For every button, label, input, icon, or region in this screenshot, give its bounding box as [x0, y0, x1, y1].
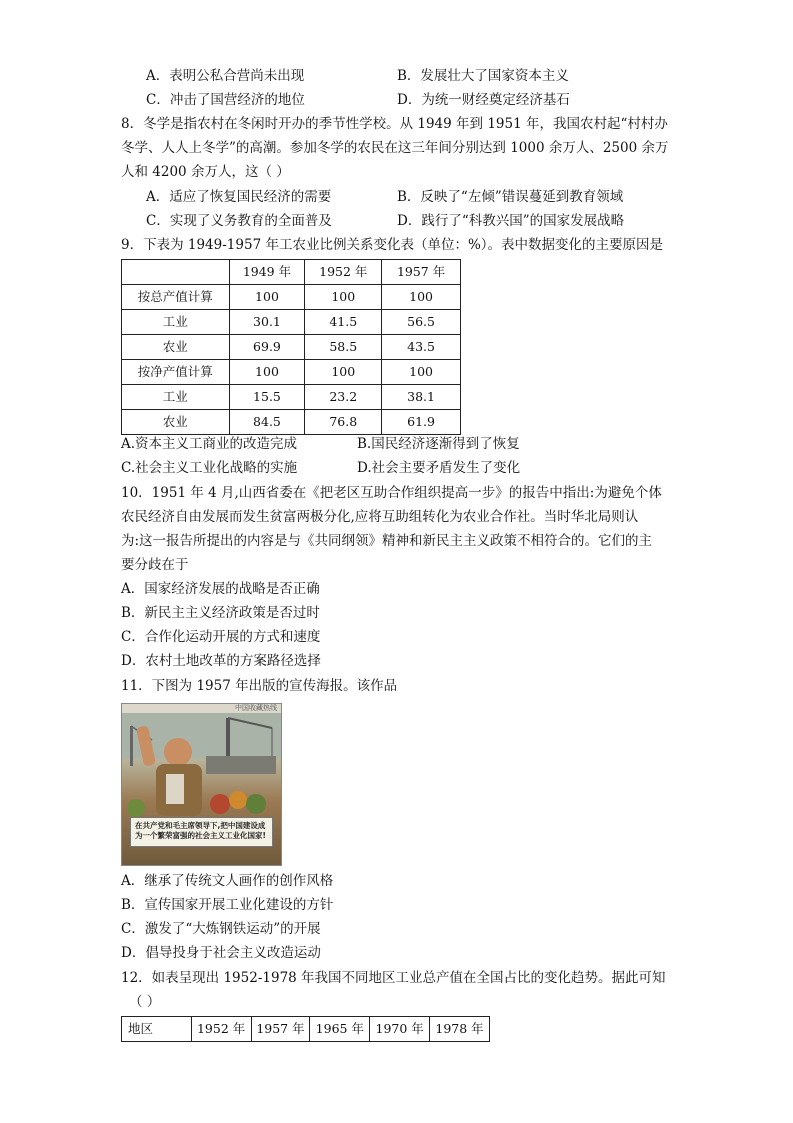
table-header-cell	[122, 260, 230, 285]
table-cell: 100	[305, 285, 382, 310]
table-header-cell: 1952 年	[191, 1017, 251, 1042]
row-label: 工业	[122, 385, 230, 410]
q9-option-a[interactable]: A.资本主义工商业的改造完成	[121, 436, 298, 452]
propaganda-poster-image	[121, 703, 282, 866]
row-label: 按净产值计算	[122, 360, 230, 385]
q8-option-d[interactable]: D．践行了“科教兴国”的国家发展战略	[397, 213, 625, 229]
q7-option-a[interactable]: A．表明公私合营尚未出现	[146, 68, 305, 84]
q9-option-d[interactable]: D.社会主要矛盾发生了变化	[357, 460, 521, 476]
q10-stem-line-4: 要分歧在于	[121, 557, 189, 573]
q10-stem-line-2: 农民经济自由发展而发生贫富两极分化,应将互助组转化为农业合作社。当时华北局则认	[121, 509, 639, 525]
table-cell: 15.5	[229, 385, 305, 410]
poster-slogan: 在共产党和毛主席领导下,把中国建设成为一个繁荣富强的社会主义工业化国家!	[130, 817, 273, 847]
q10-option-c[interactable]: C．合作化运动开展的方式和速度	[121, 629, 321, 645]
q8-stem-line-1: 8．冬学是指农村在冬闲时开办的季节性学校。从 1949 年到 1951 年，我国农村起“村村办	[121, 116, 668, 132]
q9-option-c[interactable]: C.社会主义工业化战略的实施	[121, 460, 298, 476]
row-label: 农业	[122, 335, 230, 360]
table-cell: 100	[229, 360, 305, 385]
q8-option-a[interactable]: A．适应了恢复国民经济的需要	[146, 189, 332, 205]
q7-option-b[interactable]: B．发展壮大了国家资本主义	[397, 68, 569, 84]
q8-option-b[interactable]: B．反映了“左倾”错误蔓延到教育领域	[397, 189, 624, 205]
q12-answer-blank: （ ）	[129, 994, 161, 1010]
table-cell: 30.1	[229, 310, 305, 335]
table-header-cell: 地区	[122, 1017, 192, 1042]
q10-stem-line-3: 为:这一报告所提出的内容是与《共同纲领》精神和新民主主义政策不相符合的。它们的主	[121, 533, 653, 549]
table-cell: 43.5	[382, 335, 461, 360]
table-cell: 56.5	[382, 310, 461, 335]
q12-stem-line-1: 12．如表呈现出 1952-1978 年我国不同地区工业总产值在全国占比的变化趋势。据此可知	[121, 970, 666, 986]
q10-option-d[interactable]: D．农村土地改革的方案路径选择	[121, 653, 321, 669]
row-label: 工业	[122, 310, 230, 335]
table-header-cell: 1957 年	[251, 1017, 310, 1042]
table-row	[122, 335, 461, 360]
table-row	[122, 410, 461, 435]
q9-stem: 9．下表为 1949-1957 年工农业比例关系变化表（单位：%）。表中数据变化的主要原因是	[121, 237, 664, 253]
poster-watermark: 中国收藏热线	[122, 704, 281, 713]
table-cell: 69.9	[229, 335, 305, 360]
table-header-cell: 1970 年	[370, 1017, 430, 1042]
q10-option-a[interactable]: A．国家经济发展的战略是否正确	[121, 581, 320, 597]
q12-data-table	[121, 1016, 490, 1042]
table-cell: 38.1	[382, 385, 461, 410]
table-header-cell: 1978 年	[430, 1017, 490, 1042]
q8-stem-line-2: 冬学、人人上冬学”的高潮。参加冬学的农民在这三年间分别达到 1000 余万人、2500 余万	[121, 140, 669, 156]
q11-option-b[interactable]: B．宣传国家开展工业化建设的方针	[121, 897, 334, 913]
q8-option-c[interactable]: C．实现了义务教育的全面普及	[146, 213, 332, 229]
q11-option-c[interactable]: C．激发了“大炼钢铁运动”的开展	[121, 921, 321, 937]
q7-option-d[interactable]: D．为统一财经奠定经济基石	[397, 92, 570, 108]
table-cell: 100	[382, 285, 461, 310]
table-header-row	[122, 1017, 490, 1042]
table-cell: 41.5	[305, 310, 382, 335]
table-cell: 76.8	[305, 410, 382, 435]
q11-option-d[interactable]: D．倡导投身于社会主义改造运动	[121, 945, 321, 961]
table-cell: 23.2	[305, 385, 382, 410]
table-header-row	[122, 260, 461, 285]
table-header-cell: 1952 年	[305, 260, 382, 285]
q10-stem-line-1: 10．1951 年 4 月,山西省委在《把老区互助合作组织提高一步》的报告中指出:为避免个体	[121, 485, 662, 501]
table-cell: 100	[382, 360, 461, 385]
table-cell: 100	[305, 360, 382, 385]
table-row	[122, 310, 461, 335]
row-label: 农业	[122, 410, 230, 435]
table-row	[122, 360, 461, 385]
table-row	[122, 285, 461, 310]
q9-data-table	[121, 259, 461, 435]
table-cell: 84.5	[229, 410, 305, 435]
q11-stem: 11．下图为 1957 年出版的宣传海报。该作品	[121, 678, 398, 694]
table-header-cell: 1965 年	[310, 1017, 370, 1042]
row-label: 按总产值计算	[122, 285, 230, 310]
q7-option-c[interactable]: C．冲击了国营经济的地位	[146, 92, 305, 108]
table-header-cell: 1949 年	[229, 260, 305, 285]
q10-option-b[interactable]: B．新民主主义经济政策是否过时	[121, 605, 320, 621]
table-row	[122, 385, 461, 410]
table-cell: 58.5	[305, 335, 382, 360]
q9-option-b[interactable]: B.国民经济逐渐得到了恢复	[357, 436, 520, 452]
q8-stem-line-3: 人和 4200 余万人，这（ ）	[121, 164, 290, 180]
table-cell: 61.9	[382, 410, 461, 435]
table-cell: 100	[229, 285, 305, 310]
q11-option-a[interactable]: A．继承了传统文人画作的创作风格	[121, 873, 334, 889]
table-header-cell: 1957 年	[382, 260, 461, 285]
